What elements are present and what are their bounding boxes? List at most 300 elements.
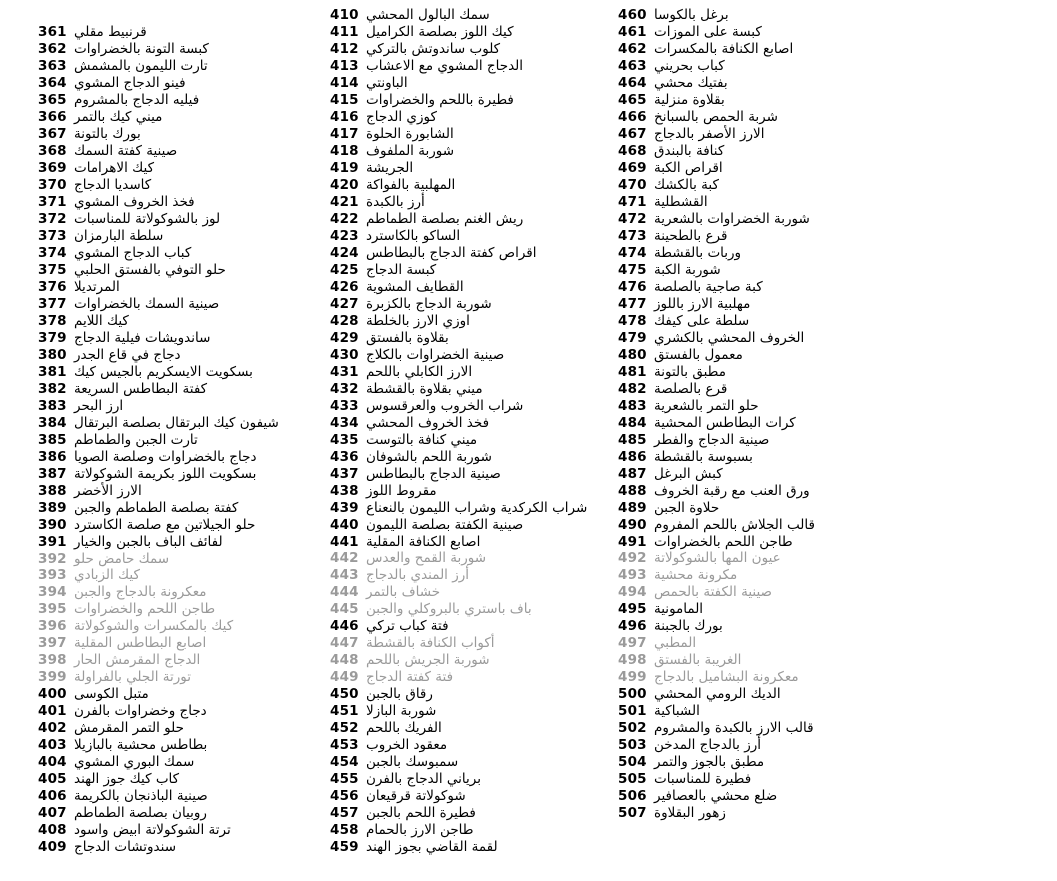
list-item — [38, 296, 368, 313]
list-item — [330, 431, 660, 448]
recipe-number: 363 — [38, 58, 67, 75]
list-item — [618, 228, 948, 245]
recipe-number: 481 — [618, 363, 647, 380]
recipe-number: 379 — [38, 329, 67, 346]
recipe-number: 403 — [38, 737, 67, 754]
recipe-name: ضلع محشي بالعصافير — [654, 788, 778, 805]
recipe-number: 463 — [618, 58, 647, 75]
list-item — [330, 279, 660, 296]
recipe-number: 453 — [330, 737, 359, 754]
list-item — [38, 177, 368, 194]
recipe-name: شربة الحمص بالسبانخ — [654, 109, 778, 126]
list-item — [618, 160, 948, 177]
list-item — [38, 380, 368, 397]
recipe-number: 382 — [38, 380, 67, 397]
recipe-number: 464 — [618, 75, 647, 92]
list-item — [38, 160, 368, 177]
list-item — [38, 533, 368, 550]
recipe-number: 381 — [38, 363, 67, 380]
recipe-number: 462 — [618, 41, 647, 58]
list-item — [330, 41, 660, 58]
recipe-name: الديك الرومي المحشي — [654, 686, 781, 703]
recipe-name: الساكو بالكاسترد — [366, 228, 461, 245]
recipe-name: اصابع الكنافة المقلية — [366, 533, 481, 550]
list-item — [618, 482, 948, 499]
recipe-name: قرع بالصلصة — [654, 380, 728, 397]
recipe-number: 437 — [330, 465, 359, 482]
recipe-name: الارز الأصفر بالدجاج — [654, 126, 765, 143]
recipe-name: أرز بالكبدة — [366, 194, 425, 211]
list-item — [38, 92, 368, 109]
recipe-name: شراب الكركدية وشراب الليمون بالنعناع — [366, 499, 588, 516]
list-item — [618, 686, 948, 703]
list-item — [38, 669, 368, 686]
list-item — [618, 177, 948, 194]
recipe-number: 419 — [330, 160, 359, 177]
list-item — [38, 805, 368, 822]
recipe-number: 470 — [618, 177, 647, 194]
recipe-number: 397 — [38, 635, 67, 652]
recipe-name: صينية الدجاج والفطر — [654, 431, 770, 448]
list-item — [618, 295, 948, 312]
recipe-number: 435 — [330, 431, 359, 448]
recipe-number: 467 — [618, 126, 647, 143]
recipe-name: فطيرة باللحم والخضراوات — [366, 92, 514, 109]
recipe-name: بورك بالجبنة — [654, 618, 723, 635]
recipe-number: 477 — [618, 295, 647, 312]
recipe-number: 429 — [330, 329, 359, 346]
list-item — [618, 669, 948, 686]
list-item — [330, 414, 660, 431]
recipe-name: ميني كيك بالتمر — [74, 109, 163, 126]
recipe-number: 376 — [38, 279, 67, 296]
recipe-number: 447 — [330, 635, 359, 652]
recipe-number: 448 — [330, 652, 359, 669]
recipe-name: دجاج بالخضراوات وصلصة الصويا — [74, 448, 257, 465]
list-item — [330, 7, 660, 24]
list-item — [330, 380, 660, 397]
recipe-name: كيك الاهرامات — [74, 160, 154, 177]
recipe-name: طاجن اللحم والخضراوات — [74, 601, 216, 618]
list-item — [618, 431, 948, 448]
list-item — [618, 346, 948, 363]
recipe-name: قرنبيط مقلي — [74, 24, 147, 41]
recipe-name: كفتة بصلصة الطماطم والجبن — [74, 499, 239, 516]
recipe-number: 478 — [618, 312, 647, 329]
recipe-number: 366 — [38, 109, 67, 126]
recipe-number: 370 — [38, 177, 67, 194]
recipe-name: حلو التمر المقرمش — [74, 720, 184, 737]
recipe-number: 455 — [330, 771, 359, 788]
recipe-number: 425 — [330, 262, 359, 279]
recipe-name: متبل الكوسى — [74, 686, 149, 703]
recipe-number: 490 — [618, 516, 647, 533]
list-item — [38, 329, 368, 346]
recipe-name: الدجاج المشوي مع الاعشاب — [366, 58, 524, 75]
list-item — [38, 618, 368, 635]
list-item — [618, 771, 948, 788]
list-item — [618, 92, 948, 109]
recipe-name: الشابورة الحلوة — [366, 126, 454, 143]
recipe-name: القطايف المشوية — [366, 278, 464, 295]
recipe-name: كبسة الدجاج — [366, 262, 437, 279]
recipe-number: 414 — [330, 75, 359, 92]
recipe-name: شوربة البازلا — [366, 703, 437, 720]
list-item — [38, 245, 368, 262]
recipe-number: 495 — [618, 601, 647, 618]
recipe-name: صينية السمك بالخضراوات — [74, 295, 220, 312]
recipe-number: 377 — [38, 295, 67, 312]
recipe-name: صينية الكفتة بصلصة الليمون — [366, 516, 524, 533]
recipe-name: القشطلية — [654, 194, 708, 211]
recipe-name: كيك بالمكسرات والشوكولاتة — [74, 618, 234, 635]
recipe-number: 440 — [330, 516, 359, 533]
recipe-number: 442 — [330, 550, 359, 567]
recipe-name: سمبوسك بالجبن — [366, 754, 459, 771]
recipe-name: قرع بالطحينة — [654, 228, 728, 245]
recipe-name: دجاج وخضراوات بالفرن — [74, 703, 207, 720]
recipe-number: 476 — [618, 278, 647, 295]
recipe-number: 494 — [618, 584, 647, 601]
recipe-name: سندوتشات الدجاج — [74, 838, 177, 855]
recipe-name: فخذ الخروف المشوي — [74, 194, 195, 211]
recipe-name: صينية كفتة السمك — [74, 143, 178, 160]
recipe-name: ريش الغنم بصلصة الطماطم — [366, 211, 524, 228]
recipe-number: 424 — [330, 245, 359, 262]
recipe-number: 393 — [38, 567, 67, 584]
list-item — [38, 312, 368, 329]
list-item — [330, 805, 660, 822]
recipe-number: 361 — [38, 24, 67, 41]
recipe-number: 473 — [618, 228, 647, 245]
recipe-number: 460 — [618, 7, 647, 24]
list-item — [330, 720, 660, 737]
recipe-name: الارز الأخضر — [74, 482, 142, 499]
list-item — [330, 482, 660, 499]
recipe-name: برياني الدجاج بالفرن — [366, 771, 481, 788]
list-item — [618, 652, 948, 669]
recipe-number: 411 — [330, 24, 359, 41]
recipe-number: 407 — [38, 805, 67, 822]
list-item — [38, 516, 368, 533]
recipe-number: 410 — [330, 7, 359, 24]
recipe-name: كنافة بالبندق — [654, 143, 725, 160]
recipe-number: 391 — [38, 533, 67, 550]
recipe-name: تورتة الجلي بالفراولة — [74, 669, 192, 686]
list-item — [38, 703, 368, 720]
recipe-number: 446 — [330, 618, 359, 635]
recipe-number: 452 — [330, 720, 359, 737]
list-item — [38, 720, 368, 737]
list-item — [330, 346, 660, 363]
recipe-name: كلوب ساندوتش بالتركي — [366, 41, 501, 58]
recipe-number: 374 — [38, 245, 67, 262]
recipe-name: بسبوسة بالقشطة — [654, 448, 753, 465]
recipe-name: فخذ الخروف المحشي — [366, 414, 490, 431]
list-item — [330, 109, 660, 126]
list-item — [330, 703, 660, 720]
list-item — [330, 262, 660, 279]
list-item — [330, 635, 660, 652]
recipe-number: 369 — [38, 160, 67, 177]
recipe-name: تارت الجبن والطماطم — [74, 431, 198, 448]
recipe-name: فينو الدجاج المشوي — [74, 75, 186, 92]
recipe-name: كاب كيك جوز الهند — [74, 771, 180, 788]
recipe-name: قالب الجلاش باللحم المفروم — [654, 516, 815, 533]
list-item — [38, 431, 368, 448]
recipe-name: الفريك باللحم — [366, 720, 442, 737]
recipe-name: بورك بالتونة — [74, 126, 141, 143]
recipe-number: 412 — [330, 41, 359, 58]
recipe-number: 399 — [38, 669, 67, 686]
recipe-number: 445 — [330, 601, 359, 618]
recipe-name: شوربة الملفوف — [366, 143, 455, 160]
recipe-number: 406 — [38, 788, 67, 805]
recipe-number: 372 — [38, 211, 67, 228]
recipe-name: صينية الباذنجان بالكريمة — [74, 788, 208, 805]
list-item — [38, 499, 368, 516]
list-item — [618, 58, 948, 75]
recipe-name: الخروف المحشي بالكشري — [654, 329, 805, 346]
list-item — [330, 516, 660, 533]
recipe-name: حلاوة الجبن — [654, 499, 720, 516]
recipe-name: كوزي الدجاج — [366, 109, 437, 126]
recipe-number: 387 — [38, 465, 67, 482]
list-item — [618, 211, 948, 228]
recipe-name: فيليه الدجاج بالمشروم — [74, 92, 200, 109]
recipe-name: دجاج في قاع الجدر — [74, 346, 181, 363]
recipe-name: معقود الخروب — [366, 737, 448, 754]
recipe-number: 418 — [330, 143, 359, 160]
list-item — [330, 329, 660, 346]
recipe-number: 500 — [618, 686, 647, 703]
list-item — [330, 567, 660, 584]
list-item — [330, 771, 660, 788]
list-item — [38, 75, 368, 92]
recipe-number: 483 — [618, 397, 647, 414]
list-item — [330, 737, 660, 754]
recipe-name: معكرونة بالدجاج والجبن — [74, 584, 207, 601]
list-item — [38, 771, 368, 788]
recipe-number: 380 — [38, 346, 67, 363]
list-item — [330, 618, 660, 635]
recipe-number: 389 — [38, 499, 67, 516]
list-item — [38, 754, 368, 771]
list-item — [618, 703, 948, 720]
recipe-number: 427 — [330, 295, 359, 312]
recipe-name: ميني كنافة بالتوست — [366, 431, 478, 448]
recipe-number: 489 — [618, 499, 647, 516]
recipe-number: 422 — [330, 211, 359, 228]
list-item — [38, 448, 368, 465]
list-item — [618, 143, 948, 160]
recipe-number: 423 — [330, 228, 359, 245]
list-item — [38, 686, 368, 703]
list-item — [618, 109, 948, 126]
recipe-number: 386 — [38, 448, 67, 465]
list-item — [38, 822, 368, 839]
recipe-number: 469 — [618, 160, 647, 177]
recipe-number: 457 — [330, 805, 359, 822]
recipe-name: صينية الدجاج بالبطاطس — [366, 465, 501, 482]
recipe-name: لوز بالشوكولاتة للمناسبات — [74, 211, 221, 228]
recipe-number: 373 — [38, 228, 67, 245]
recipe-name: اصابع الكنافة بالمكسرات — [654, 41, 794, 58]
list-item — [618, 126, 948, 143]
list-item — [618, 788, 948, 805]
recipe-number: 438 — [330, 482, 359, 499]
recipe-number: 426 — [330, 278, 359, 295]
list-item — [618, 75, 948, 92]
recipe-number: 451 — [330, 703, 359, 720]
recipe-number: 487 — [618, 465, 647, 482]
recipe-name: صينية الكفتة بالحمص — [654, 584, 773, 601]
recipe-number: 436 — [330, 448, 359, 465]
recipe-number: 466 — [618, 109, 647, 126]
recipe-name: فتة كباب تركي — [366, 618, 449, 635]
recipe-number: 416 — [330, 109, 359, 126]
recipe-number: 449 — [330, 669, 359, 686]
list-item — [618, 516, 948, 533]
recipe-name: المهلبية بالفواكة — [366, 177, 456, 194]
recipe-number: 475 — [618, 262, 647, 279]
list-item — [330, 228, 660, 245]
recipe-name: اصابع البطاطس المقلية — [74, 635, 207, 652]
recipe-name: بطاطس محشية بالبازيلا — [74, 737, 208, 754]
list-item — [38, 550, 368, 567]
list-item — [330, 601, 660, 618]
recipe-name: كباب بحريني — [654, 58, 725, 75]
list-item — [618, 397, 948, 414]
list-item — [330, 533, 660, 550]
list-item — [330, 822, 660, 839]
recipe-name: سلطة البارمزان — [74, 228, 164, 245]
recipe-number: 456 — [330, 788, 359, 805]
recipe-name: الباونتي — [366, 75, 408, 92]
recipe-name: تارت الليمون بالمشمش — [74, 58, 208, 75]
recipe-name: بقلاوة منزلية — [654, 92, 725, 109]
recipe-name: أرز بالدجاج المدخن — [654, 737, 761, 754]
list-item — [38, 24, 368, 41]
list-item — [618, 754, 948, 771]
list-item — [618, 720, 948, 737]
list-item — [618, 618, 948, 635]
list-item — [618, 7, 948, 24]
recipe-number: 443 — [330, 567, 359, 584]
list-item — [618, 499, 948, 516]
recipe-name: معمول بالفستق — [654, 346, 743, 363]
list-item — [38, 482, 368, 499]
recipe-name: بقلاوة بالفستق — [366, 329, 449, 346]
recipe-name: خشاف بالتمر — [366, 584, 441, 601]
recipe-number: 408 — [38, 822, 67, 839]
recipe-number: 400 — [38, 686, 67, 703]
recipe-name: فتة كفتة الدجاج — [366, 669, 454, 686]
list-item — [618, 584, 948, 601]
recipe-name: كبسة التونة بالخضراوات — [74, 41, 209, 58]
recipe-number: 430 — [330, 346, 359, 363]
recipe-number: 507 — [618, 805, 647, 822]
list-item — [618, 737, 948, 754]
recipe-number: 364 — [38, 75, 67, 92]
recipe-number: 444 — [330, 584, 359, 601]
list-item — [38, 41, 368, 58]
list-item — [38, 143, 368, 160]
recipe-name: شوربة القمح والعدس — [366, 550, 487, 567]
list-item — [618, 363, 948, 380]
recipe-name: أرز المندي بالدجاج — [366, 567, 470, 584]
recipe-number: 396 — [38, 618, 67, 635]
recipe-number: 383 — [38, 397, 67, 414]
list-item — [38, 788, 368, 805]
recipe-name: بفتيك محشي — [654, 75, 728, 92]
recipe-name: بسكويت اللوز بكريمة الشوكولاتة — [74, 465, 257, 482]
recipe-number: 498 — [618, 652, 647, 669]
recipe-name: فطيرة اللحم بالجبن — [366, 805, 476, 822]
recipe-number: 385 — [38, 431, 67, 448]
recipe-number: 375 — [38, 262, 67, 279]
recipe-number: 404 — [38, 754, 67, 771]
recipe-number: 497 — [618, 635, 647, 652]
recipe-number: 390 — [38, 516, 67, 533]
recipe-name: حلو التوفي بالفستق الحلبي — [74, 262, 226, 279]
list-item — [618, 533, 948, 550]
recipe-name: أكواب الكنافة بالقشطة — [366, 635, 495, 652]
recipe-name: فطيرة للمناسبات — [654, 771, 752, 788]
recipe-number: 431 — [330, 363, 359, 380]
recipe-number: 432 — [330, 380, 359, 397]
recipe-name: ترتة الشوكولاتة ابيض واسود — [74, 822, 231, 839]
recipe-name: المطبي — [654, 635, 697, 652]
list-item — [330, 448, 660, 465]
recipe-name: اقراص الكبة — [654, 160, 723, 177]
recipe-name: طاجن اللحم بالخضراوات — [654, 533, 793, 550]
list-item — [618, 312, 948, 329]
recipe-name: المامونية — [654, 601, 704, 618]
recipe-number: 417 — [330, 126, 359, 143]
recipe-name: ارز البحر — [74, 397, 124, 414]
recipe-name: شوربة الكبة — [654, 262, 721, 279]
list-item — [618, 245, 948, 262]
recipe-name: الارز الكابلي باللحم — [366, 363, 473, 380]
list-item — [330, 194, 660, 211]
recipe-name: مهلبية الارز باللوز — [654, 295, 751, 312]
list-item — [618, 262, 948, 279]
list-item — [330, 788, 660, 805]
recipe-name: كبة بالكشك — [654, 177, 719, 194]
recipe-number: 394 — [38, 584, 67, 601]
list-item — [618, 567, 948, 584]
recipe-number: 402 — [38, 720, 67, 737]
recipe-number: 388 — [38, 482, 67, 499]
list-item — [618, 465, 948, 482]
list-item — [38, 109, 368, 126]
list-item — [618, 805, 948, 822]
recipe-name: ميني بقلاوة بالقشطة — [366, 380, 483, 397]
recipe-number: 441 — [330, 533, 359, 550]
recipe-name: بسكويت الايسكريم بالجيس كيك — [74, 363, 253, 380]
recipe-name: شوربة الخضراوات بالشعرية — [654, 211, 810, 228]
recipe-number: 421 — [330, 194, 359, 211]
list-item — [330, 584, 660, 601]
recipe-name: شراب الخروب والعرقسوس — [366, 397, 524, 414]
list-item — [330, 465, 660, 482]
recipe-name: سمك البوري المشوي — [74, 754, 195, 771]
recipe-name: سمك البالول المحشي — [366, 7, 490, 24]
list-item — [38, 635, 368, 652]
recipe-name: سمك حامض حلو — [74, 550, 170, 567]
recipe-number: 471 — [618, 194, 647, 211]
